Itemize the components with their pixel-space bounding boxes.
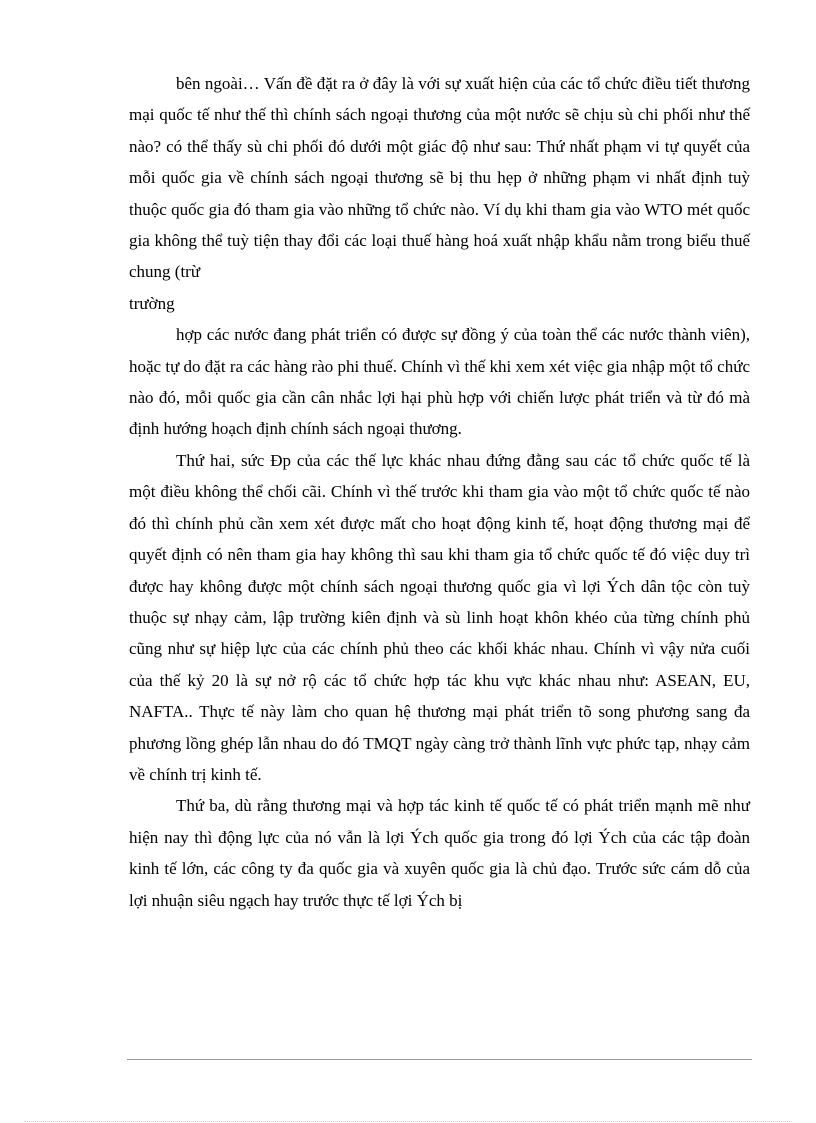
body-text bbox=[129, 68, 750, 916]
paragraph-5: Thứ ba, dù rằng thương mại và hợp tác kinh tế quốc tế có phát triển mạnh mẽ như hiện nay thì động lực của nó vẫn là lợi Ých quốc gia trong đó lợi Ých của các tập đoàn kinh tế lớn, các công ty đa quốc gia và xuyên quốc gia là chủ đạo. Trước sức cám dỗ của lợi nhuận siêu ngạch hay trước thực tế lợi Ých bị bbox=[129, 796, 750, 910]
footer-rule bbox=[127, 1059, 752, 1060]
page-bottom-dotted-edge bbox=[24, 1121, 792, 1122]
paragraph-2: trường bbox=[129, 293, 175, 313]
paragraph-1: bên ngoài… Vấn đề đặt ra ở đây là với sự xuất hiện của các tổ chức điều tiết thương mại quốc tế như thế thì chính sách ngoại thương của một nước sẽ chịu sù chi phối như thế nào? có thể thấy sù chi phối đó dưới một giác độ như sau: Thứ nhất phạm vi tự quyết của mỗi quốc gia về chính sách ngoại thương sẽ bị thu hẹp ở những phạm vi nhất định tuỳ thuộc quốc gia đó tham gia vào những tổ chức nào. Ví dụ khi tham gia vào WTO mét quốc gia không thể tuỳ tiện thay đổi các loại thuế hàng hoá xuất nhập khẩu nằm trong biểu thuế chung (trừ bbox=[129, 74, 750, 282]
paragraph-4: Thứ hai, sức Ðp của các thế lực khác nhau đứng đằng sau các tổ chức quốc tế là một điều không thể chối cãi. Chính vì thế trước khi tham gia vào một tổ chức quốc tế nào đó thì chính phủ cần xem xét được mất cho hoạt động kinh tế, hoạt động thương mại để quyết định có nên tham gia hay không thì sau khi tham gia tổ chức quốc tế đó việc duy trì được hay không được một chính sách ngoại thương quốc gia vì lợi Ých dân tộc còn tuỳ thuộc sự nhạy cảm, lập trường kiên định và sù linh hoạt khôn khéo của từng chính phủ cũng như sự hiệp lực của các chính phủ theo các khối khác nhau. Chính vì vậy nửa cuối của thế kỷ 20 là sự nở rộ các tổ chức hợp tác khu vực khác nhau như: ASEAN, EU, NAFTA.. Thực tế này làm cho quan hệ thương mại phát triển tõ song phương sang đa phương lồng ghép lẫn nhau do đó TMQT ngày càng trở thành lĩnh vực phức tạp, nhạy cảm về chính trị kinh tế. bbox=[129, 450, 750, 784]
paragraph-3: hợp các nước đang phát triển có được sự đồng ý của toàn thể các nước thành viên), hoặc tự do đặt ra các hàng rào phi thuế. Chính vì thế khi xem xét việc gia nhập một tổ chức nào đó, mỗi quốc gia cần cân nhắc lợi hại phù hợp với chiến lược phát triển và từ đó mà định hướng hoạch định chính sách ngoại thương. bbox=[129, 325, 750, 439]
